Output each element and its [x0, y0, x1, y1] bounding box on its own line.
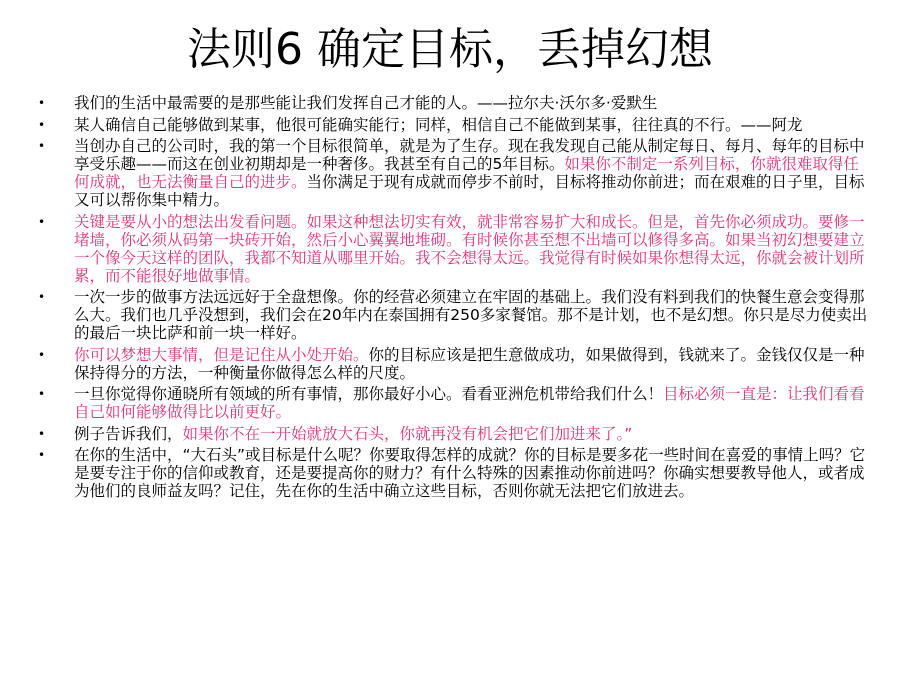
bullet-dot-icon: •: [38, 214, 46, 229]
body-text: 一旦你觉得你通晓所有领域的所有事情，那你最好小心。看看亚洲危机带给我们什么！: [74, 385, 664, 403]
body-text: 当你满足于现有成就而停步不前时，目标将推动你前进；而在艰难的日子里，目标又可以帮你集中精力。: [74, 173, 865, 209]
body-text: 我们的生活中最需要的是那些能让我们发挥自己才能的人。——拉尔夫·沃尔多·爱默生: [74, 94, 658, 112]
bullet-dot-icon: •: [38, 290, 46, 304]
highlighted-text: 你可以梦想大事情，但是记住从小处开始。: [74, 345, 369, 364]
bullet-dot-icon: •: [38, 96, 46, 110]
bullet-item: [38, 116, 868, 134]
bullet-dot-icon: •: [38, 426, 46, 441]
bullet-dot-icon: •: [38, 448, 46, 462]
highlighted-text: 如果你不在一开始就放大石头，你就再没有机会把它们加进来了。”: [182, 424, 633, 443]
bullet-text: [74, 446, 865, 500]
body-text: 例子告诉我们，: [74, 424, 183, 443]
bullet-text: [74, 213, 865, 285]
body-text: 某人确信自己能够做到某事，他很可能确实能行；同样，相信自己不能做到某事，往往真的不行。——阿龙: [74, 115, 803, 134]
bullet-item: [38, 385, 868, 421]
slide-title: 法则6 确定目标，丢掉幻想: [187, 24, 713, 75]
body-text: 你的目标应该是把生意做成功，如果做得到，钱就来了。金钱仅仅是一种保持得分的方法，一种衡量你做得怎么样的尺度。: [74, 345, 865, 382]
bullet-dot-icon: •: [38, 347, 46, 362]
bullet-text: [74, 385, 865, 421]
bullet-text: [74, 346, 865, 382]
bullet-dot-icon: •: [38, 139, 46, 153]
bullet-item: [38, 288, 868, 342]
bullet-item: [38, 425, 868, 443]
bullet-text: [74, 288, 867, 342]
bullet-item: [38, 213, 868, 285]
highlighted-text: 目标必须一直是：让我们看看自己如何能够做得比以前更好。: [74, 385, 865, 421]
highlighted-text: 如果你不制定一系列目标，你就很难取得任何成就，也无法衡量自己的进步。: [74, 155, 859, 191]
body-text: 在你的生活中，“大石头”或目标是什么呢？你要取得怎样的成就？你的目标是要多花一些时间在喜爱的事情上吗？它是要专注于你的信仰或教育，还是要提高你的财力？有什么特殊的因素推动你前进吗？你确实想要教导他人，或者成为他们的良师益友吗？记住，先在你的生活中确立这些目标，否则你就无法把它们放进去。: [74, 446, 866, 500]
bullet-item: [38, 446, 868, 500]
body-text: 当创办自己的公司时，我的第一个目标很简单，就是为了生存。现在我发现自己能从制定每日、每月、每年的目标中享受乐趣——而这在创业初期却是一种奢侈。我甚至有自己的5年目标。: [74, 137, 865, 173]
bullet-text: [74, 94, 657, 112]
bullet-text: [74, 116, 803, 134]
bullet-item: [38, 137, 868, 209]
bullet-dot-icon: •: [38, 117, 46, 132]
bullet-item: [38, 346, 868, 382]
highlighted-text: 关键是要从小的想法出发看问题。如果这种想法切实有效，就非常容易扩大和成长。但是，首先你必须成功。要修一堵墙，你必须从码第一块砖开始，然后小心翼翼地堆砌。有时候你甚至想不出墙可以修得多高。如果当初幻想要建立一个像今天这样的团队，我都不知道从哪里开始。我不会想得太远。我觉得有时候如果你想得太远，你就会被计划所累，而不能很好地做事情。: [74, 212, 865, 285]
bullet-text: [74, 137, 865, 209]
body-text: 一次一步的做事方法远远好于全盘想像。你的经营必须建立在牢固的基础上。我们没有料到我们的快餐生意会变得那么大。我们也几乎没想到，我们会在20年内在泰国拥有250多家餐馆。那不是计划，也不是幻想。你只是尽力使卖出的最后一块比萨和前一块一样好。: [74, 288, 868, 342]
bullet-dot-icon: •: [38, 387, 46, 401]
bullet-list: [38, 94, 868, 504]
bullet-text: [74, 425, 632, 443]
bullet-item: [38, 94, 868, 112]
